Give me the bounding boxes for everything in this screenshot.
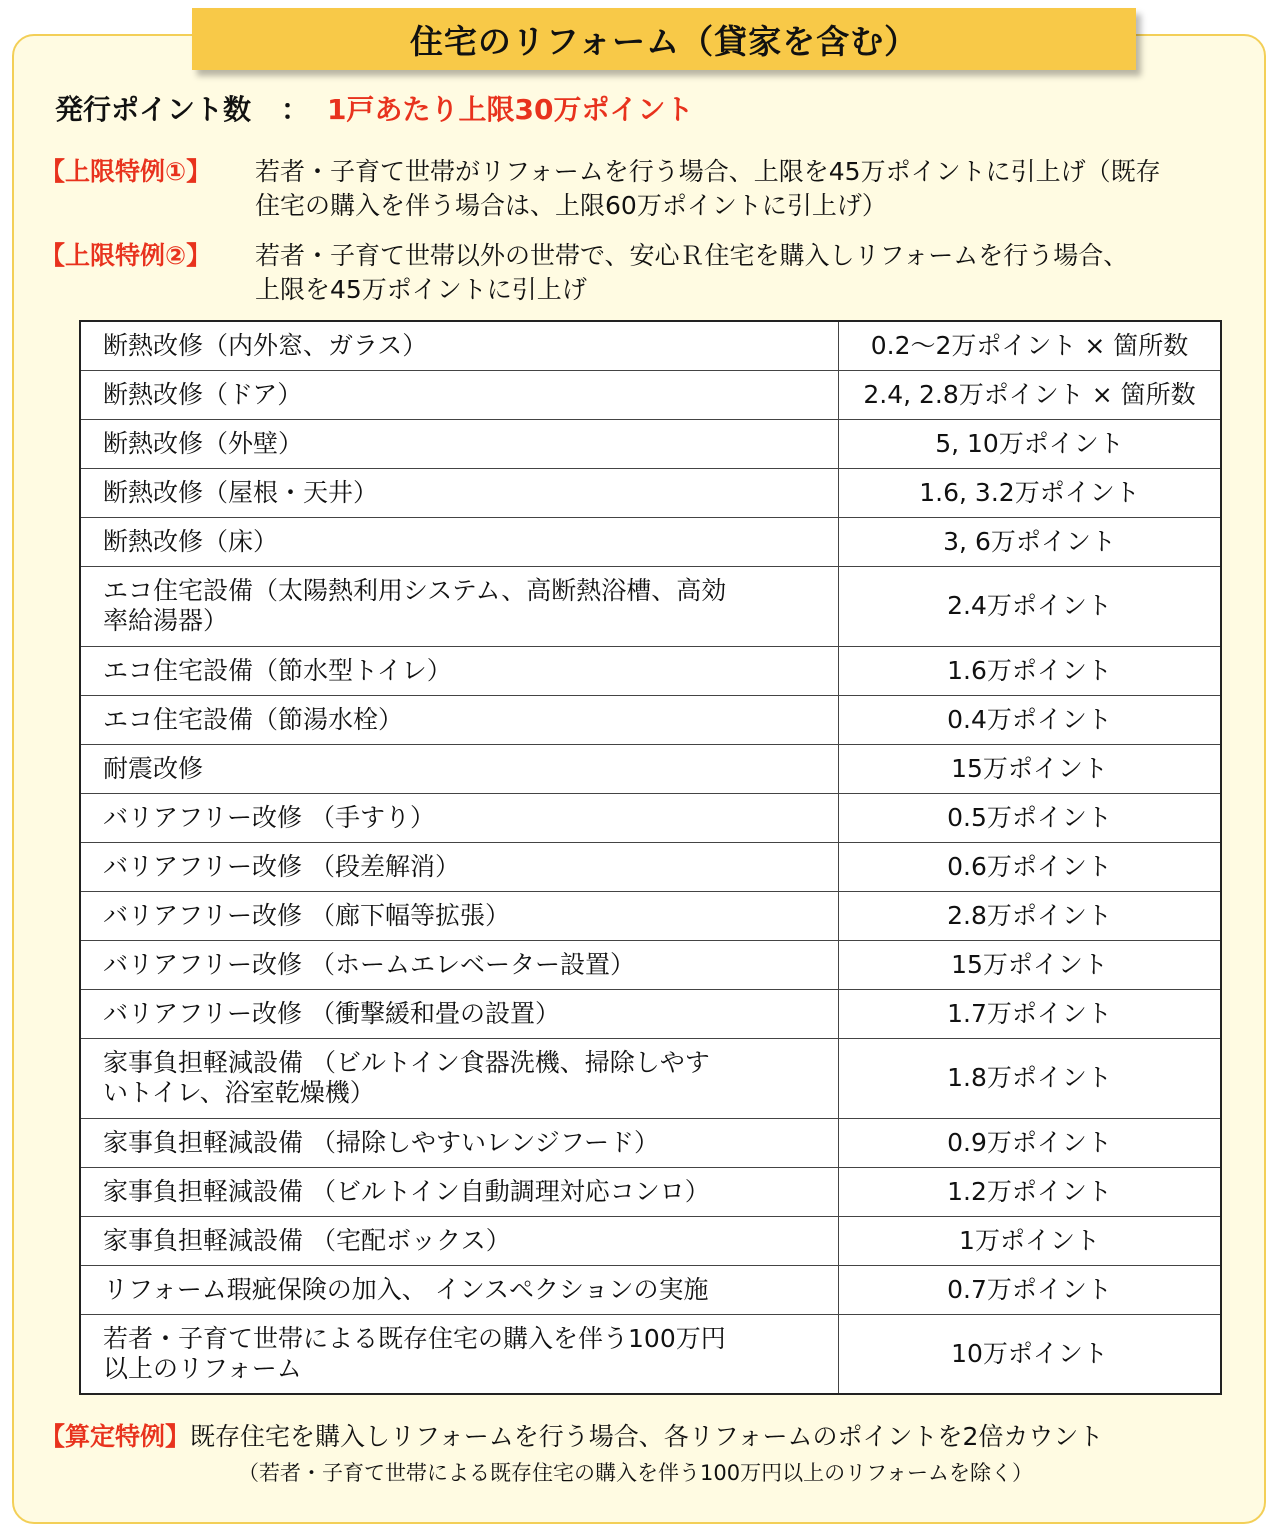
reform-item: 家事負担軽減設備 （ビルトイン自動調理対応コンロ） [80, 1167, 839, 1216]
reform-item: 断熱改修（外壁） [80, 419, 839, 468]
reform-points: 0.2～2万ポイント × 箇所数 [839, 321, 1222, 370]
reform-item: 家事負担軽減設備 （宅配ボックス） [80, 1216, 839, 1265]
reform-points: 15万ポイント [839, 744, 1222, 793]
special-case-line: 上限を45万ポイントに引上げ [255, 275, 587, 304]
reform-item: 断熱改修（床） [80, 517, 839, 566]
reform-points: 0.4万ポイント [839, 695, 1222, 744]
special-case-line: 若者・子育て世帯がリフォームを行う場合、上限を45万ポイントに引上げ（既存 [255, 157, 1161, 186]
issued-points-label: 発行ポイント数 [55, 93, 252, 126]
reform-item [80, 566, 839, 646]
reform-points: 0.6万ポイント [839, 842, 1222, 891]
table-row [80, 321, 1221, 370]
reform-points: 1.8万ポイント [839, 1038, 1222, 1118]
reform-item: 断熱改修（ドア） [80, 370, 839, 419]
special-case-2 [40, 239, 1240, 309]
table-row [80, 793, 1221, 842]
reform-points: 1.6, 3.2万ポイント [839, 468, 1222, 517]
calculation-case [40, 1420, 1103, 1454]
reform-item: エコ住宅設備（節湯水栓） [80, 695, 839, 744]
special-case-text [255, 239, 1128, 307]
reform-points: 15万ポイント [839, 940, 1222, 989]
table-row [80, 370, 1221, 419]
reform-points: 3, 6万ポイント [839, 517, 1222, 566]
reform-item: 耐震改修 [80, 744, 839, 793]
table-row [80, 1118, 1221, 1167]
table-row [80, 842, 1221, 891]
reform-points: 1万ポイント [839, 1216, 1222, 1265]
special-case-tag: 【上限特例①】 [40, 157, 212, 186]
reform-item-line: 以上のリフォーム [103, 1353, 302, 1383]
reform-points: 10万ポイント [839, 1314, 1222, 1394]
issued-points-value: 1戸あたり上限30万ポイント [327, 93, 694, 126]
table-row [80, 566, 1221, 646]
points-table [79, 320, 1222, 1395]
reform-points: 0.5万ポイント [839, 793, 1222, 842]
table-row [80, 1265, 1221, 1314]
reform-item-line: 家事負担軽減設備 （ビルトイン食器洗機、掃除しやす [103, 1048, 710, 1077]
table-row [80, 646, 1221, 695]
reform-item: リフォーム瑕疵保険の加入、 インスペクションの実施 [80, 1265, 839, 1314]
table-row [80, 468, 1221, 517]
reform-item: エコ住宅設備（節水型トイレ） [80, 646, 839, 695]
reform-item [80, 1314, 839, 1394]
reform-item: 家事負担軽減設備 （掃除しやすいレンジフード） [80, 1118, 839, 1167]
reform-item: バリアフリー改修 （手すり） [80, 793, 839, 842]
reform-item: 断熱改修（内外窓、ガラス） [80, 321, 839, 370]
issued-points-separator: ： [281, 93, 310, 126]
issued-points [55, 86, 693, 134]
calculation-case-note: （若者・子育て世帯による既存住宅の購入を伴う100万円以上のリフォームを除く） [238, 1461, 1034, 1485]
calculation-case-text: 既存住宅を購入しリフォームを行う場合、各リフォームのポイントを2倍カウント [190, 1422, 1104, 1451]
special-case-text [255, 155, 1161, 223]
reform-points: 1.2万ポイント [839, 1167, 1222, 1216]
page-title: 住宅のリフォーム（貸家を含む） [192, 8, 1136, 70]
special-case-1 [40, 155, 1240, 225]
table-row [80, 1167, 1221, 1216]
reform-item: バリアフリー改修 （廊下幅等拡張） [80, 891, 839, 940]
table-row [80, 419, 1221, 468]
table-row [80, 744, 1221, 793]
reform-points: 1.7万ポイント [839, 989, 1222, 1038]
reform-item-line: 若者・子育て世帯による既存住宅の購入を伴う100万円 [103, 1323, 726, 1353]
reform-item: バリアフリー改修 （段差解消） [80, 842, 839, 891]
calculation-case-tag: 【算定特例】 [40, 1422, 191, 1451]
reform-item-line: エコ住宅設備（太陽熱利用システム、高断熱浴槽、高効 [103, 576, 727, 605]
table-row [80, 1038, 1221, 1118]
table-row [80, 1216, 1221, 1265]
table-row [80, 891, 1221, 940]
reform-item: バリアフリー改修 （ホームエレベーター設置） [80, 940, 839, 989]
reform-item-line: いトイレ、浴室乾燥機） [103, 1078, 375, 1107]
reform-points: 0.7万ポイント [839, 1265, 1222, 1314]
reform-points: 2.8万ポイント [839, 891, 1222, 940]
reform-points: 1.6万ポイント [839, 646, 1222, 695]
reform-points: 2.4, 2.8万ポイント × 箇所数 [839, 370, 1222, 419]
special-case-tag: 【上限特例②】 [40, 241, 212, 270]
reform-item: 断熱改修（屋根・天井） [80, 468, 839, 517]
special-case-line: 若者・子育て世帯以外の世帯で、安心Ｒ住宅を購入しリフォームを行う場合、 [255, 241, 1129, 270]
special-case-line: 住宅の購入を伴う場合は、上限60万ポイントに引上げ） [255, 191, 887, 220]
reform-item-line: 率給湯器） [103, 606, 229, 635]
reform-item: バリアフリー改修 （衝撃緩和畳の設置） [80, 989, 839, 1038]
table-row [80, 989, 1221, 1038]
reform-points: 0.9万ポイント [839, 1118, 1222, 1167]
table-row [80, 517, 1221, 566]
table-row [80, 1314, 1221, 1394]
table-row [80, 940, 1221, 989]
reform-item [80, 1038, 839, 1118]
table-row [80, 695, 1221, 744]
reform-points: 5, 10万ポイント [839, 419, 1222, 468]
reform-points: 2.4万ポイント [839, 566, 1222, 646]
